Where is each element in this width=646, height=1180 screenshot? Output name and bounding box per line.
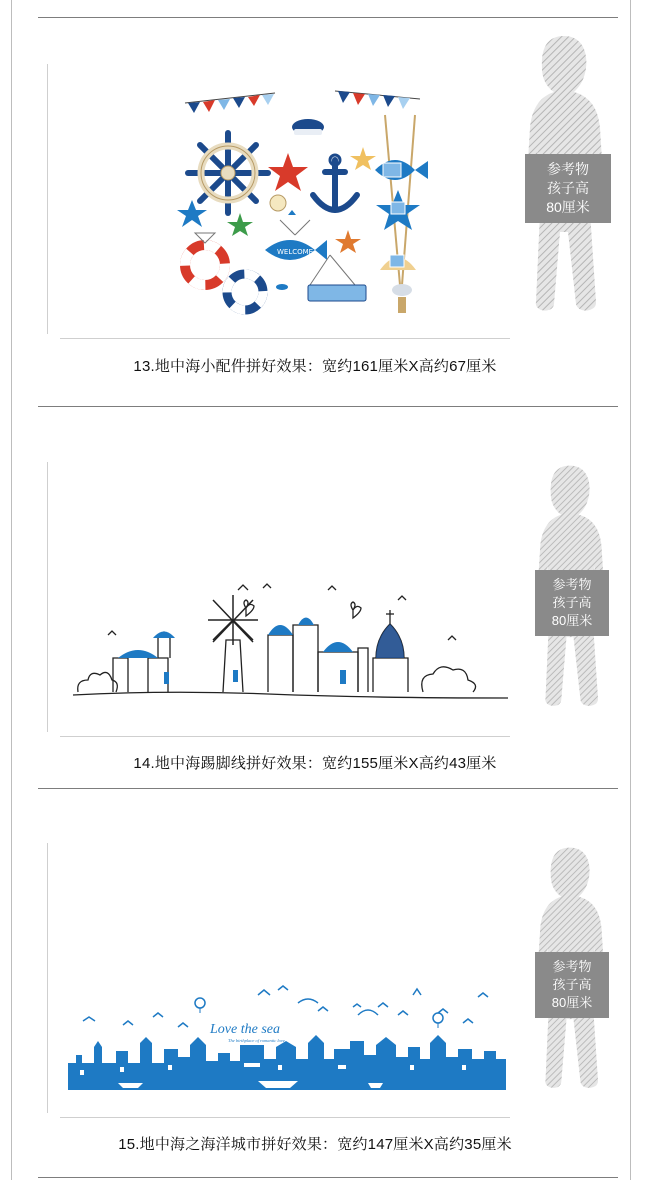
love-the-sea-subtitle: The birthplace of romantic love (228, 1038, 285, 1043)
section-left-border (47, 64, 48, 334)
frame-right-line (630, 0, 631, 1180)
reference-label (525, 154, 611, 223)
reference-label (535, 952, 609, 1018)
divider-bottom (38, 1177, 618, 1178)
section-baseline (60, 736, 510, 737)
section-caption: 15.地中海之海洋城市拼好效果：宽约147厘米X高约35厘米 (118, 1136, 512, 1153)
love-the-sea-title: Love the sea (210, 1022, 280, 1037)
reference-label-line-1: 参考物 (547, 161, 589, 177)
welcome-fish-text: WELCOME (277, 248, 314, 256)
divider-2 (38, 788, 618, 789)
reference-label-line-3: 80厘米 (546, 199, 590, 215)
mediterranean-ocean-city-illustration (68, 985, 510, 1095)
mediterranean-accessories-illustration (170, 85, 430, 325)
reference-label (535, 570, 609, 636)
reference-label-line-2: 孩子高 (547, 180, 589, 196)
section-baseline (60, 1117, 510, 1118)
frame-left-line (11, 0, 12, 1180)
section-left-border (47, 462, 48, 732)
section-left-border (47, 843, 48, 1113)
reference-label-line-1: 参考物 (552, 959, 592, 974)
divider-top (38, 17, 618, 18)
reference-label-line-1: 参考物 (552, 577, 592, 592)
section-caption: 13.地中海小配件拼好效果：宽约161厘米X高约67厘米 (133, 358, 497, 375)
reference-label-line-3: 80厘米 (551, 613, 593, 628)
reference-label-line-3: 80厘米 (551, 995, 593, 1010)
section-baseline (60, 338, 510, 339)
section-caption: 14.地中海踢脚线拼好效果：宽约155厘米X高约43厘米 (133, 755, 497, 772)
reference-label-line-2: 孩子高 (552, 595, 592, 610)
mediterranean-skirting-line-illustration (68, 580, 513, 705)
reference-label-line-2: 孩子高 (552, 977, 592, 992)
divider-1 (38, 406, 618, 407)
